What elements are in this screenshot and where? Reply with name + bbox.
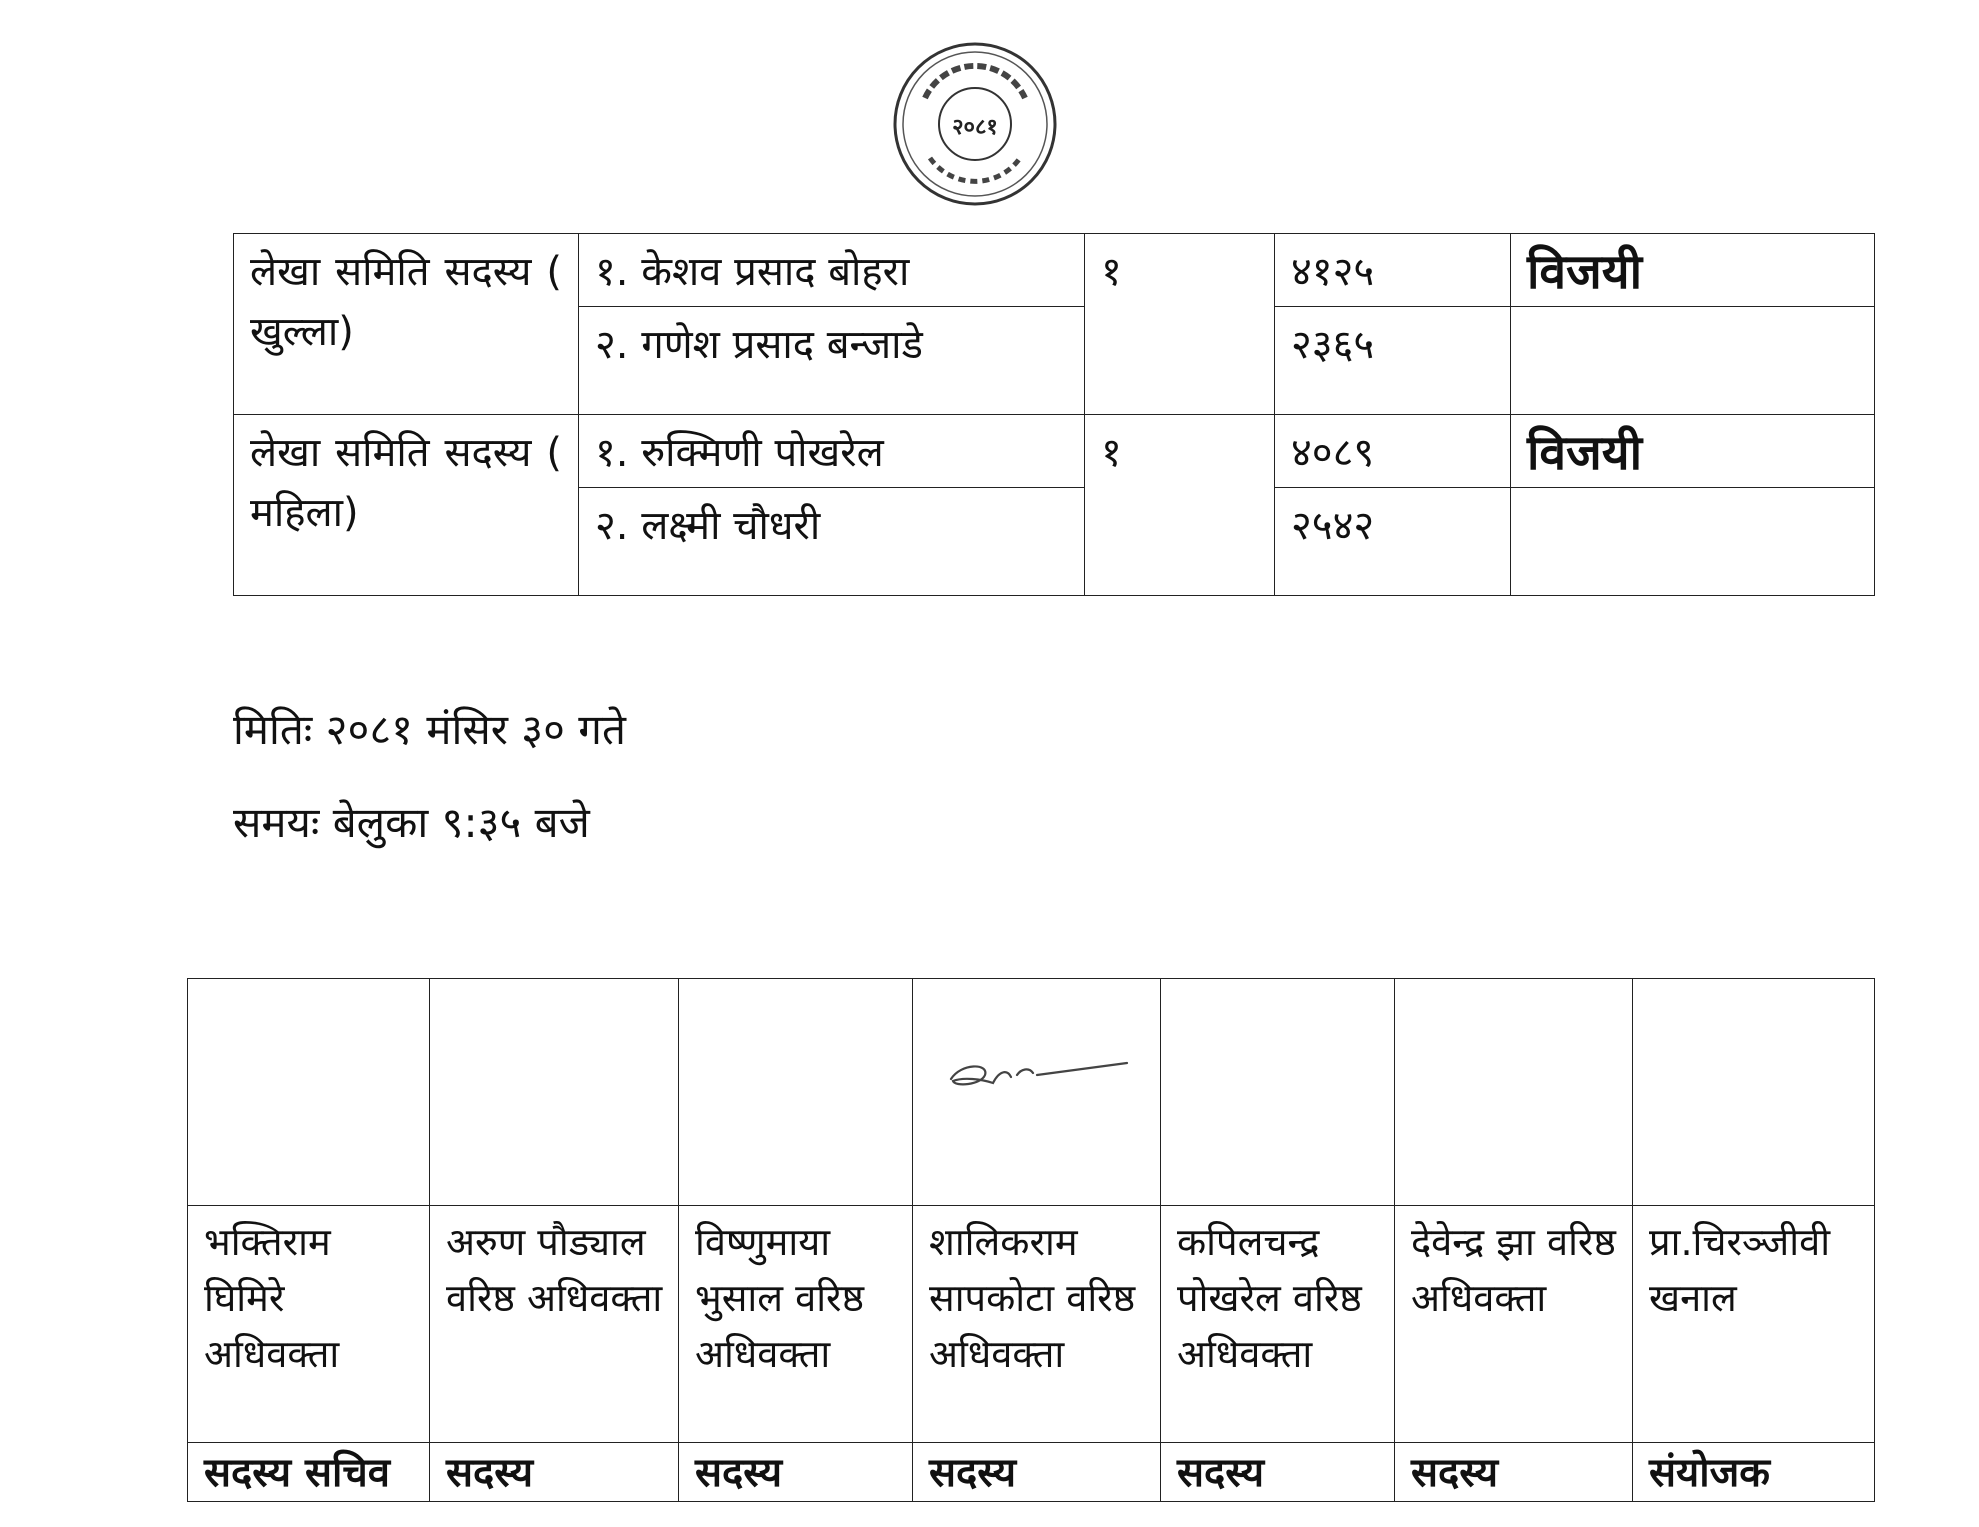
- signatory-role: सदस्य: [430, 1443, 679, 1502]
- candidate-name: २. लक्ष्मी चौधरी: [579, 488, 1085, 596]
- seat-count: १: [1085, 234, 1275, 415]
- status-cell: [1511, 488, 1875, 596]
- post-cell: लेखा समिति सदस्य ( खुल्ला): [234, 234, 579, 415]
- seat-count: १: [1085, 415, 1275, 596]
- signature-cell: [1633, 979, 1875, 1206]
- signatory-name: भक्तिराम घिमिरे अधिवक्ता: [188, 1206, 430, 1443]
- post-cell: लेखा समिति सदस्य ( महिला): [234, 415, 579, 596]
- signatory-role: संयोजक: [1633, 1443, 1875, 1502]
- signature-cell: [679, 979, 913, 1206]
- signature-cell: [913, 979, 1161, 1206]
- signatory-name: प्रा.चिरञ्जीवी खनाल: [1633, 1206, 1875, 1443]
- signature-row: [188, 979, 1875, 1206]
- signatory-table: [187, 978, 1875, 1502]
- vote-count: २३६५: [1275, 307, 1511, 415]
- signatory-role: सदस्य: [1161, 1443, 1395, 1502]
- candidate-name: १. रुक्मिणी पोखरेल: [579, 415, 1085, 488]
- signatory-name: अरुण पौड्याल वरिष्ठ अधिवक्ता: [430, 1206, 679, 1443]
- signatory-name: विष्णुमाया भुसाल वरिष्ठ अधिवक्ता: [679, 1206, 913, 1443]
- signature-cell: [1395, 979, 1633, 1206]
- signatory-role: सदस्य: [679, 1443, 913, 1502]
- candidate-name: १. केशव प्रसाद बोहरा: [579, 234, 1085, 307]
- signatory-role: सदस्य सचिव: [188, 1443, 430, 1502]
- status-winner: विजयी: [1511, 234, 1875, 307]
- name-row: [188, 1206, 1875, 1443]
- signatory-name: शालिकराम सापकोटा वरिष्ठ अधिवक्ता: [913, 1206, 1161, 1443]
- vote-count: २५४२: [1275, 488, 1511, 596]
- signatory-role: सदस्य: [913, 1443, 1161, 1502]
- role-row: [188, 1443, 1875, 1502]
- signature-cell: [1161, 979, 1395, 1206]
- signatory-role: सदस्य: [1395, 1443, 1633, 1502]
- status-cell: [1511, 307, 1875, 415]
- time-line: समयः बेलुका ९:३५ बजे: [233, 798, 590, 847]
- signatory-name: देवेन्द्र झा वरिष्ठ अधिवक्ता: [1395, 1206, 1633, 1443]
- signature-cell: [430, 979, 679, 1206]
- signatory-name: कपिलचन्द्र पोखरेल वरिष्ठ अधिवक्ता: [1161, 1206, 1395, 1443]
- seal-year: २०८१: [952, 115, 998, 140]
- date-line: मितिः २०८१ मंसिर ३० गते: [233, 705, 626, 754]
- table-row: [234, 415, 1875, 488]
- committee-seal: [885, 38, 1065, 208]
- status-winner: विजयी: [1511, 415, 1875, 488]
- signature-cell: [188, 979, 430, 1206]
- table-row: [234, 234, 1875, 307]
- handwritten-signature: [941, 1041, 1131, 1101]
- vote-count: ४१२५: [1275, 234, 1511, 307]
- vote-count: ४०८९: [1275, 415, 1511, 488]
- candidate-name: २. गणेश प्रसाद बन्जाडे: [579, 307, 1085, 415]
- result-table: [233, 233, 1875, 596]
